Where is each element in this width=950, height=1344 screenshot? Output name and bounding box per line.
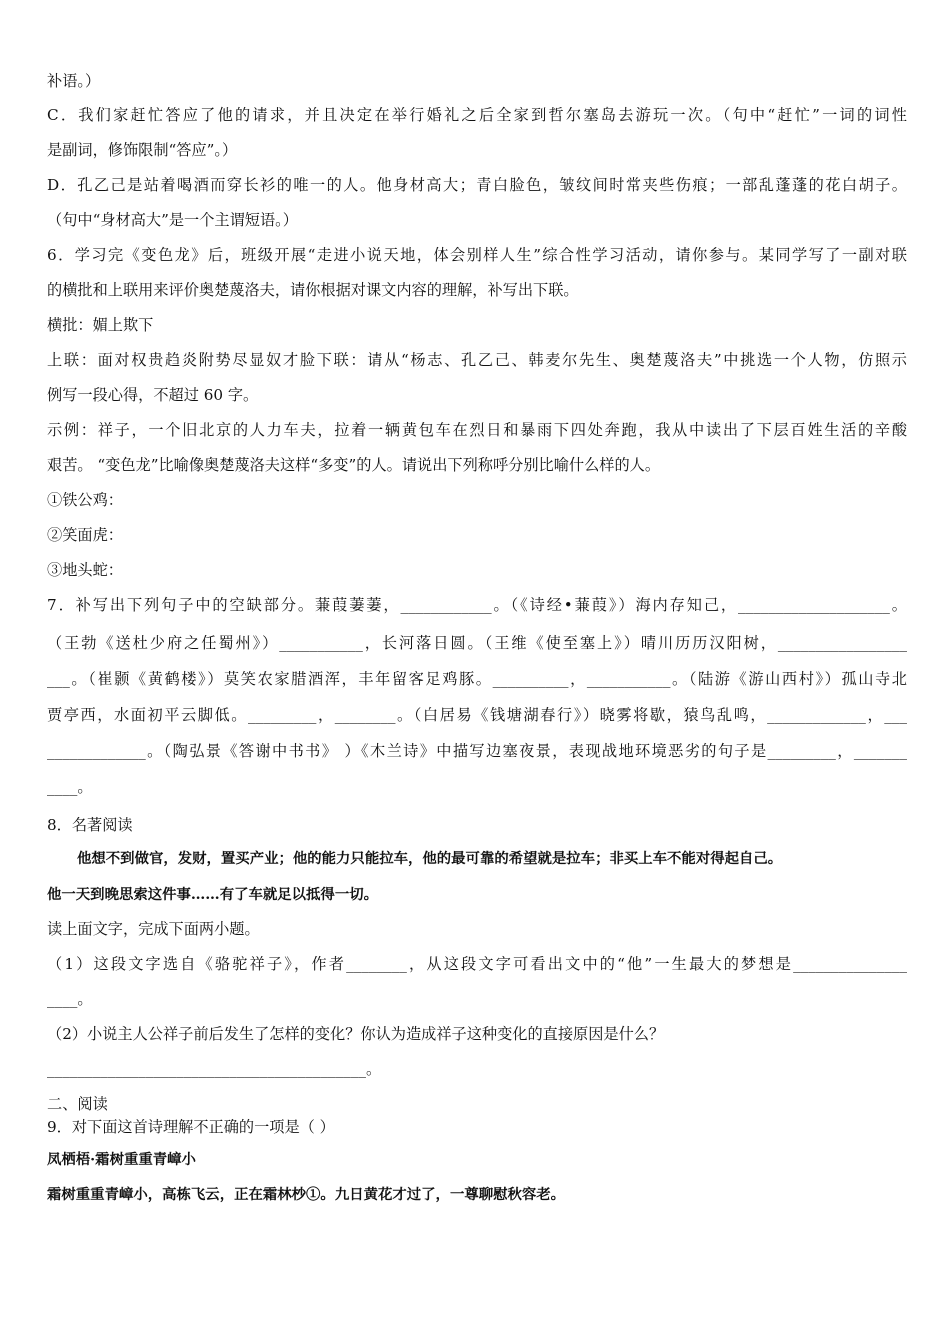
q6-example-2: 艰苦。 “变色龙”比喻像奥楚蔑洛夫这样“多变”的人。请说出下列称呼分别比喻什么样的人。 — [47, 456, 661, 474]
q6-line-2: 的横批和上联用来评价奥楚蔑洛夫，请你根据对课文内容的理解，补写出下联。 — [47, 281, 579, 299]
q8-sub2-answer: __________________________________________。 — [47, 1060, 382, 1078]
q8-sub1-line-1: （1）这段文字选自《骆驼祥子》，作者________，从这段文字可看出文中的“他”一生最大的梦想是_______________ — [47, 955, 907, 973]
q7-line-2: （王勃《送杜少府之任蜀州》）___________，长河落日圆。（王维《使至塞上》）晴川历历汉阳树，_________________ — [47, 634, 907, 652]
q8-sub1-line-2: ____。 — [47, 990, 93, 1008]
text-line-1: 补语。） — [47, 72, 101, 90]
q7-line-1: 7．补写出下列句子中的空缺部分。蒹葭萋萋，____________。（《诗经•蒹葭》）海内存知己，____________________。 — [47, 596, 907, 614]
option-c-line-1: C．我们家赶忙答应了他的请求，并且决定在举行婚礼之后全家到哲尔塞岛去游玩一次。（句中“赶忙”一词的词性 — [47, 106, 907, 124]
q8-sub2: （2）小说主人公祥子前后发生了怎样的变化？你认为造成祥子这种变化的直接原因是什么？ — [47, 1025, 665, 1043]
poem-line-1: 霜树重重青嶂小，高栋飞云，正在霜林杪①。九日黄花才过了，一尊聊慰秋容老。 — [47, 1186, 566, 1203]
q8-quote-2: 他一天到晚思索这件事……有了车就足以抵得一切。 — [47, 886, 378, 903]
option-d-line-1: D．孔乙己是站着喝酒而穿长衫的唯一的人。他身材高大；青白脸色，皱纹间时常夹些伤痕；一部乱蓬蓬的花白胡子。 — [47, 176, 907, 194]
q7-line-6: ____。 — [47, 778, 93, 796]
q7-line-3: ___。（崔颢《黄鹤楼》）莫笑农家腊酒浑，丰年留客足鸡豚。__________，___________。（陆游《游山西村》）孤山寺北 — [47, 670, 907, 688]
q6-hengpi: 横批：媚上欺下 — [47, 316, 154, 334]
q8-quote-1: 他想不到做官，发财，置买产业；他的能力只能拉车，他的最可靠的希望就是拉车；非买上车不能对得起自己。 — [77, 850, 783, 867]
q6-shanglian: 上联：面对权贵趋炎附势尽显奴才脸下联：请从“杨志、孔乙己、韩麦尔先生、奥楚蔑洛夫”中挑选一个人物，仿照示 — [47, 351, 907, 369]
q9-line: 9．对下面这首诗理解不正确的一项是（ ） — [47, 1118, 335, 1136]
q6-line-1: 6．学习完《变色龙》后，班级开展“走进小说天地，体会别样人生”综合性学习活动，请你参与。某同学写了一副对联 — [47, 246, 907, 264]
q8-instruction: 读上面文字，完成下面两小题。 — [47, 920, 260, 938]
q6-item-3: ③地头蛇： — [47, 561, 123, 579]
q6-example-1: 示例：祥子，一个旧北京的人力车夫，拉着一辆黄包车在烈日和暴雨下四处奔跑，我从中读出了下层百姓生活的辛酸 — [47, 421, 907, 439]
q6-item-1: ①铁公鸡： — [47, 491, 123, 509]
section-2-heading: 二、阅读 — [47, 1095, 108, 1113]
q6-requirement: 例写一段心得，不超过 60 字。 — [47, 386, 259, 404]
poem-title: 凤栖梧·霜树重重青嶂小 — [47, 1151, 196, 1168]
option-c-line-2: 是副词，修饰限制“答应”。） — [47, 141, 238, 159]
q7-line-4: 贾亭西，水面初平云脚低。_________，________。（白居易《钱塘湖春行》）晓雾将歇，猿鸟乱鸣，_____________，___ — [47, 706, 907, 724]
q7-line-5: _____________。（陶弘景《答谢中书书》 ）《木兰诗》中描写边塞夜景，表现战地环境恶劣的句子是_________，_______ — [47, 742, 907, 760]
q8-heading: 8．名著阅读 — [47, 816, 133, 834]
q6-item-2: ②笑面虎： — [47, 526, 123, 544]
option-d-line-2: （句中“身材高大”是一个主谓短语。） — [47, 211, 298, 229]
